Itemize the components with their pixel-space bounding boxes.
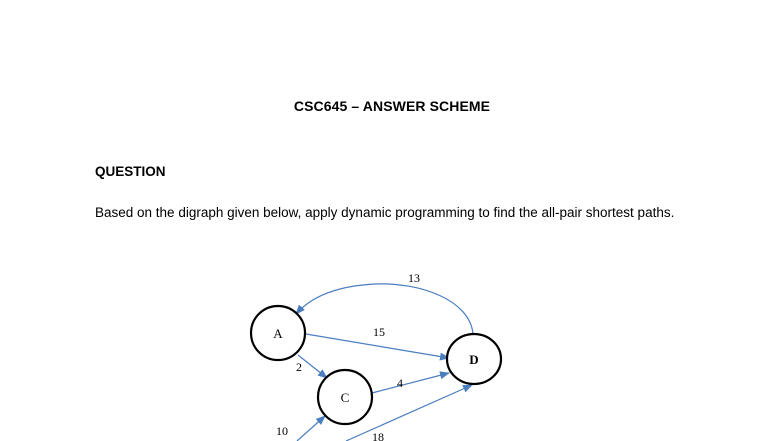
edge-c-to-d [372,373,449,393]
edge-weight-into-c: 10 [276,424,288,438]
node-a [251,306,305,360]
node-d-label: D [469,352,479,367]
node-a-label: A [273,326,283,341]
section-heading: QUESTION [95,164,166,179]
node-d [447,334,501,384]
edge-weight-a-d: 15 [373,325,385,339]
edge-weight-c-d: 4 [397,376,403,390]
node-c-label: C [340,390,350,405]
edge-weight-a-c: 2 [296,360,302,374]
question-text: Based on the digraph given below, apply dynamic programming to find the all-pair shortest paths. [95,205,675,220]
edge-a-to-c [298,355,327,378]
node-c [318,370,372,424]
edge-into-c [297,416,325,441]
edge-weight-into-d: 18 [372,430,384,441]
edge-weight-d-a: 13 [408,271,420,285]
page-title: CSC645 – ANSWER SCHEME [293,98,491,114]
